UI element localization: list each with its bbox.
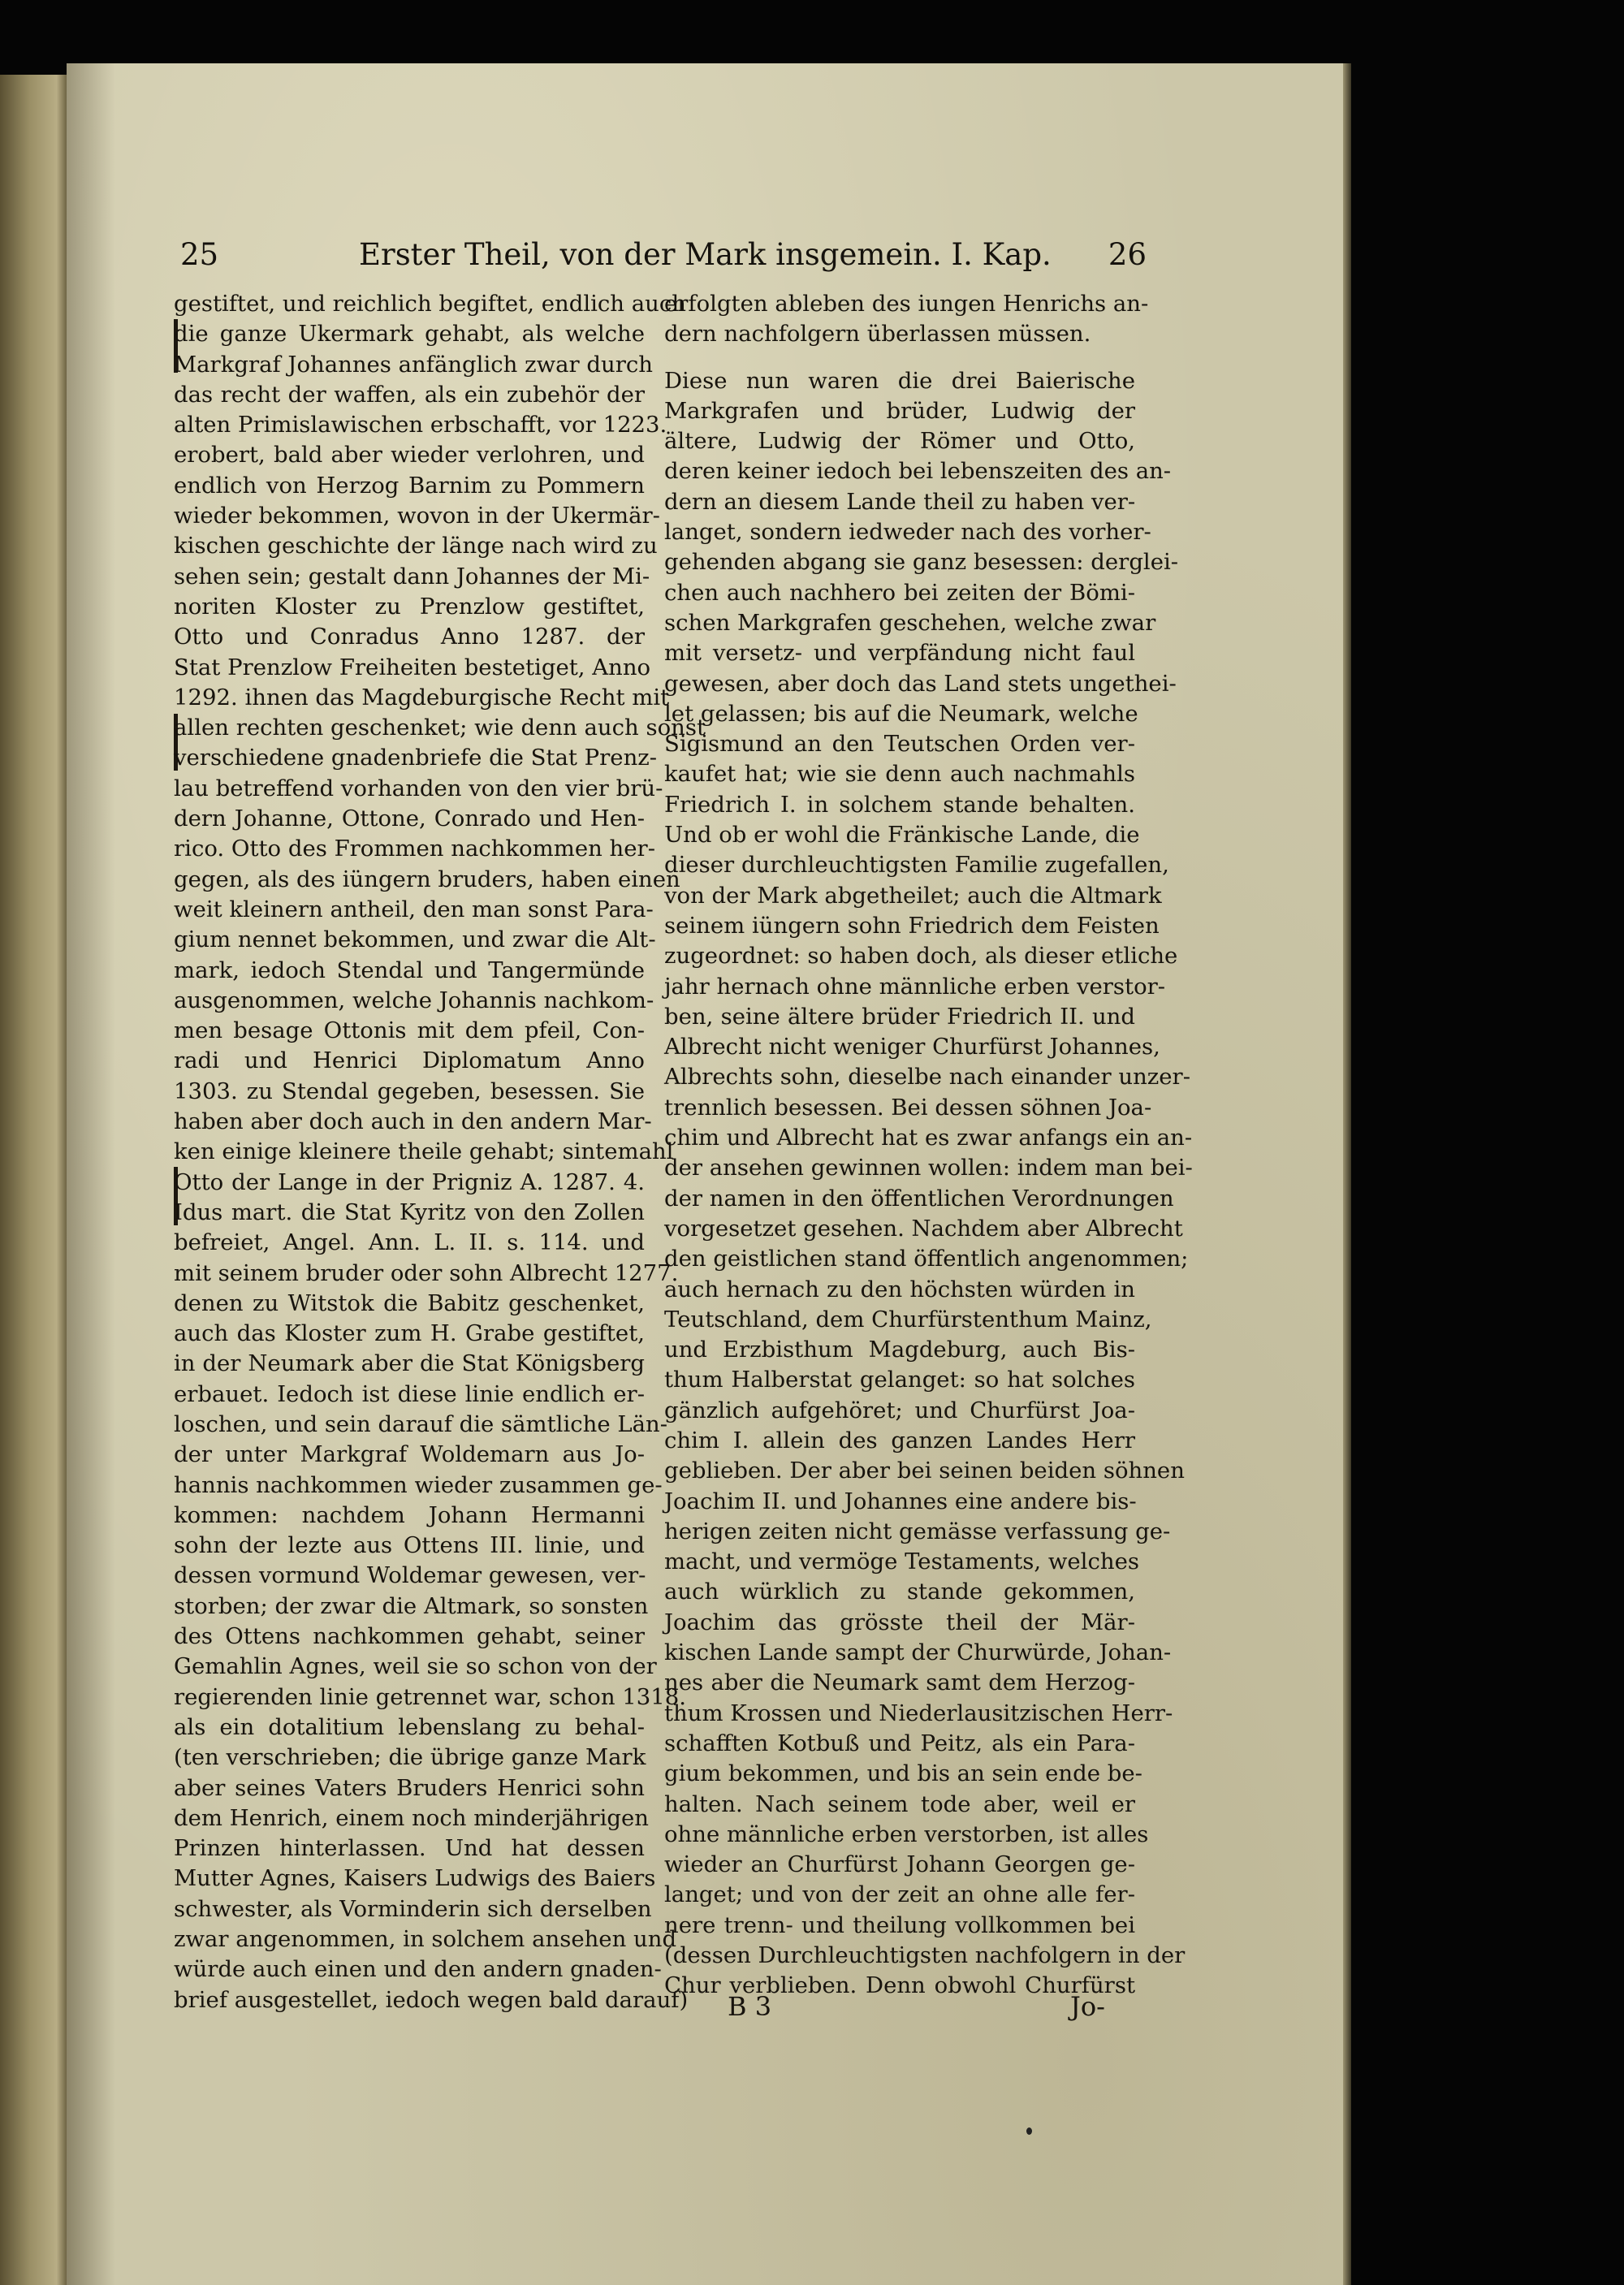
paragraph-gap xyxy=(664,350,1135,366)
text-line: weit kleinern antheil, den man sonst Para- xyxy=(174,896,654,922)
text-line: geblieben. Der aber bei seinen beiden söhnen xyxy=(664,1458,1185,1484)
text-line: das recht der waffen, als ein zubehör der xyxy=(174,381,645,408)
text-line: den geistlichen stand öffentlich angenommen; xyxy=(664,1246,1189,1272)
text-line: Sigismund an den Teutschen Orden ver- xyxy=(664,731,1135,758)
catchword: Jo- xyxy=(1070,1991,1105,2022)
text-line: 1292. ihnen das Magdeburgische Recht mit xyxy=(174,684,670,711)
text-line: erfolgten ableben des iungen Henrichs an- xyxy=(664,291,1149,317)
text-line: Und ob er wohl die Fränkische Lande, die xyxy=(664,822,1140,849)
text-line: ken einige kleinere theile gehabt; sintemahl xyxy=(174,1138,674,1165)
text-line: wieder an Churfürst Johann Georgen ge- xyxy=(664,1851,1135,1878)
text-line: macht, und vermöge Testaments, welches xyxy=(664,1549,1139,1575)
text-line: denen zu Witstok die Babitz geschenket, xyxy=(174,1289,645,1316)
text-line: aber seines Vaters Bruders Henrici sohn xyxy=(174,1774,645,1801)
text-line: sehen sein; gestalt dann Johannes der Mi- xyxy=(174,563,650,590)
text-line: nes aber die Neumark samt dem Herzog- xyxy=(664,1669,1135,1696)
text-line: ben, seine ältere brüder Friedrich II. und xyxy=(664,1003,1135,1030)
text-line: kischen geschichte der länge nach wird zu xyxy=(174,533,658,559)
text-line: zwar angenommen, in solchem ansehen und xyxy=(174,1926,677,1953)
text-line: Teutschland, dem Churfürstenthum Mainz, xyxy=(664,1306,1152,1333)
text-line: gium bekommen, und bis an sein ende be- xyxy=(664,1760,1142,1787)
running-title: Erster Theil, von der Mark insgemein. I. Kap. xyxy=(359,237,1052,272)
text-line: schafften Kotbuß und Peitz, als ein Para- xyxy=(664,1730,1135,1756)
text-line: men besage Ottonis mit dem pfeil, Con- xyxy=(174,1017,645,1044)
text-line: dern Johanne, Ottone, Conrado und Hen- xyxy=(174,806,645,832)
text-line: Prinzen hinterlassen. Und hat dessen xyxy=(174,1835,645,1862)
text-line: der ansehen gewinnen wollen: indem man bei- xyxy=(664,1155,1193,1181)
text-line: auch hernach zu den höchsten würden in xyxy=(664,1276,1135,1302)
text-line: Otto der Lange in der Prigniz A. 1287. 4. xyxy=(174,1168,645,1195)
text-line: gewesen, aber doch das Land stets ungethei- xyxy=(664,670,1177,697)
text-line: brief ausgestellet, iedoch wegen bald darauf) xyxy=(174,1986,689,2013)
text-line: deren keiner iedoch bei lebenszeiten des an- xyxy=(664,458,1172,485)
text-line: regierenden linie getrennet war, schon 1318. xyxy=(174,1683,687,1710)
text-line: des Ottens nachkommen gehabt, seiner xyxy=(174,1623,645,1650)
text-line: lau betreffend vorhanden von den vier brü- xyxy=(174,775,663,801)
text-line: gium nennet bekommen, und zwar die Alt- xyxy=(174,927,656,953)
text-line: gänzlich aufgehöret; und Churfürst Joa- xyxy=(664,1397,1135,1423)
text-line: noriten Kloster zu Prenzlow gestiftet, xyxy=(174,593,645,620)
text-line: wieder bekommen, wovon in der Ukermär- xyxy=(174,503,660,529)
text-line: der namen in den öffentlichen Verordnungen xyxy=(664,1185,1174,1212)
text-line: trennlich besessen. Bei dessen söhnen Joa- xyxy=(664,1094,1152,1121)
text-line: von der Mark abgetheilet; auch die Altmark xyxy=(664,882,1162,909)
text-line: Gemahlin Agnes, weil sie so schon von der xyxy=(174,1653,657,1680)
text-line: halten. Nach seinem tode aber, weil er xyxy=(664,1790,1135,1817)
text-line: Diese nun waren die drei Baierische xyxy=(664,367,1135,394)
left-text-column xyxy=(174,289,706,2015)
text-line: würde auch einen und den andern gnaden- xyxy=(174,1956,662,1983)
text-line: let gelassen; bis auf die Neumark, welche xyxy=(664,700,1138,727)
text-line: auch würklich zu stande gekommen, xyxy=(664,1579,1135,1605)
text-line: mark, iedoch Stendal und Tangermünde xyxy=(174,957,645,983)
text-line: 1303. zu Stendal gegeben, besessen. Sie xyxy=(174,1078,645,1104)
text-line: kommen: nachdem Johann Hermanni xyxy=(174,1501,645,1528)
text-line: seinem iüngern sohn Friedrich dem Feisten xyxy=(664,912,1160,939)
right-text-column xyxy=(664,289,1193,2002)
text-line: die ganze Ukermark gehabt, als welche xyxy=(174,321,645,348)
text-line: allen rechten geschenket; wie denn auch sonst xyxy=(174,715,706,741)
text-line: haben aber doch auch in den andern Mar- xyxy=(174,1108,652,1135)
ink-speck xyxy=(1026,2127,1032,2135)
text-line: auch das Kloster zum H. Grabe gestiftet, xyxy=(174,1320,645,1347)
text-line: und Erzbisthum Magdeburg, auch Bis- xyxy=(664,1337,1135,1363)
text-line: schen Markgrafen geschehen, welche zwar xyxy=(664,609,1156,636)
text-line: gestiftet, und reichlich begiftet, endlich auch xyxy=(174,291,686,317)
text-line: in der Neumark aber die Stat Königsberg xyxy=(174,1350,645,1377)
text-line: Chur verblieben. Denn obwohl Churfürst xyxy=(664,1972,1135,1999)
text-line: kaufet hat; wie sie denn auch nachmahls xyxy=(664,761,1135,788)
text-line: ausgenommen, welche Johannis nachkom- xyxy=(174,987,654,1013)
text-line: Mutter Agnes, Kaisers Ludwigs des Baiers xyxy=(174,1865,656,1892)
text-line: Friedrich I. in solchem stande behalten. xyxy=(664,791,1135,818)
text-line: Markgrafen und brüder, Ludwig der xyxy=(664,397,1135,424)
text-line: radi und Henrici Diplomatum Anno xyxy=(174,1047,645,1074)
text-line: chen auch nachhero bei zeiten der Bömi- xyxy=(664,579,1135,606)
text-line: herigen zeiten nicht gemässe verfassung ge- xyxy=(664,1518,1171,1544)
text-line: gehenden abgang sie ganz besessen: derglei- xyxy=(664,549,1179,576)
text-line: Albrecht nicht weniger Churfürst Johannes, xyxy=(664,1034,1160,1060)
text-line: Idus mart. die Stat Kyritz von den Zollen xyxy=(174,1199,645,1225)
text-line: nere trenn- und theilung vollkommen bei xyxy=(664,1911,1135,1938)
text-line: gegen, als des iüngern bruders, haben einen xyxy=(174,866,680,892)
text-line: chim und Albrecht hat es zwar anfangs ein an- xyxy=(664,1125,1193,1151)
text-line: befreiet, Angel. Ann. L. II. s. 114. und xyxy=(174,1229,645,1256)
text-line: jahr hernach ohne männliche erben verstor- xyxy=(664,973,1166,1000)
text-line: mit seinem bruder oder sohn Albrecht 1277. xyxy=(174,1259,679,1286)
page-fore-edge xyxy=(1343,63,1351,2285)
text-line: dern nachfolgern überlassen müssen. xyxy=(664,321,1091,348)
text-line: vorgesetzet gesehen. Nachdem aber Albrecht xyxy=(664,1215,1183,1242)
text-line: Otto und Conradus Anno 1287. der xyxy=(174,624,645,650)
previous-page-edge xyxy=(0,75,67,2285)
text-line: Stat Prenzlow Freiheiten bestetiget, Anno xyxy=(174,654,651,680)
signature-mark: B 3 xyxy=(728,1991,772,2022)
text-line: alten Primislawischen erbschafft, vor 1223. xyxy=(174,412,667,438)
text-line: zugeordnet: so haben doch, als dieser etliche xyxy=(664,943,1178,970)
text-line: rico. Otto des Frommen nachkommen her- xyxy=(174,836,655,862)
text-line: erobert, bald aber wieder verlohren, und xyxy=(174,442,645,469)
text-line: sohn der lezte aus Ottens III. linie, und xyxy=(174,1532,645,1559)
page-number-right: 26 xyxy=(1108,237,1147,272)
text-line: dessen vormund Woldemar gewesen, ver- xyxy=(174,1562,646,1589)
text-line: langet, sondern iedweder nach des vorher- xyxy=(664,519,1151,546)
running-header xyxy=(180,237,1147,279)
text-line: thum Halberstat gelanget: so hat solches xyxy=(664,1367,1135,1393)
text-line: ohne männliche erben verstorben, ist alles xyxy=(664,1821,1149,1847)
text-line: endlich von Herzog Barnim zu Pommern xyxy=(174,472,645,499)
text-line: kischen Lande sampt der Churwürde, Johan- xyxy=(664,1639,1172,1666)
text-line: als ein dotalitium lebenslang zu behal- xyxy=(174,1713,645,1740)
page-number-left: 25 xyxy=(180,237,219,272)
text-line: dem Henrich, einem noch minderjährigen xyxy=(174,1804,649,1831)
text-line: Joachim II. und Johannes eine andere bis- xyxy=(664,1488,1137,1514)
text-line: ältere, Ludwig der Römer und Otto, xyxy=(664,428,1135,455)
text-line: Joachim das grösste theil der Mär- xyxy=(664,1609,1135,1635)
text-line: thum Krossen und Niederlausitzischen Herr- xyxy=(664,1700,1173,1726)
text-line: (ten verschrieben; die übrige ganze Mark xyxy=(174,1744,646,1771)
text-line: Markgraf Johannes anfänglich zwar durch xyxy=(174,351,653,378)
text-line: loschen, und sein darauf die sämtliche Län- xyxy=(174,1410,668,1437)
text-line: hannis nachkommen wieder zusammen ge- xyxy=(174,1471,663,1498)
text-line: verschiedene gnadenbriefe die Stat Prenz- xyxy=(174,745,658,771)
text-line: langet; und von der zeit an ohne alle fer- xyxy=(664,1881,1135,1908)
text-line: der unter Markgraf Woldemarn aus Jo- xyxy=(174,1441,645,1468)
text-line: storben; der zwar die Altmark, so sonsten xyxy=(174,1592,649,1619)
text-line: dieser durchleuchtigsten Familie zugefallen, xyxy=(664,852,1169,879)
text-line: chim I. allein des ganzen Landes Herr xyxy=(664,1427,1135,1454)
text-line: erbauet. Iedoch ist diese linie endlich er- xyxy=(174,1380,645,1407)
text-line: schwester, als Vorminderin sich derselben xyxy=(174,1895,652,1922)
text-line: dern an diesem Lande theil zu haben ver- xyxy=(664,488,1136,515)
text-line: (dessen Durchleuchtigsten nachfolgern in der xyxy=(664,1942,1186,1969)
text-line: Albrechts sohn, dieselbe nach einander unzer- xyxy=(664,1064,1190,1091)
text-line: mit versetz- und verpfändung nicht faul xyxy=(664,640,1135,667)
